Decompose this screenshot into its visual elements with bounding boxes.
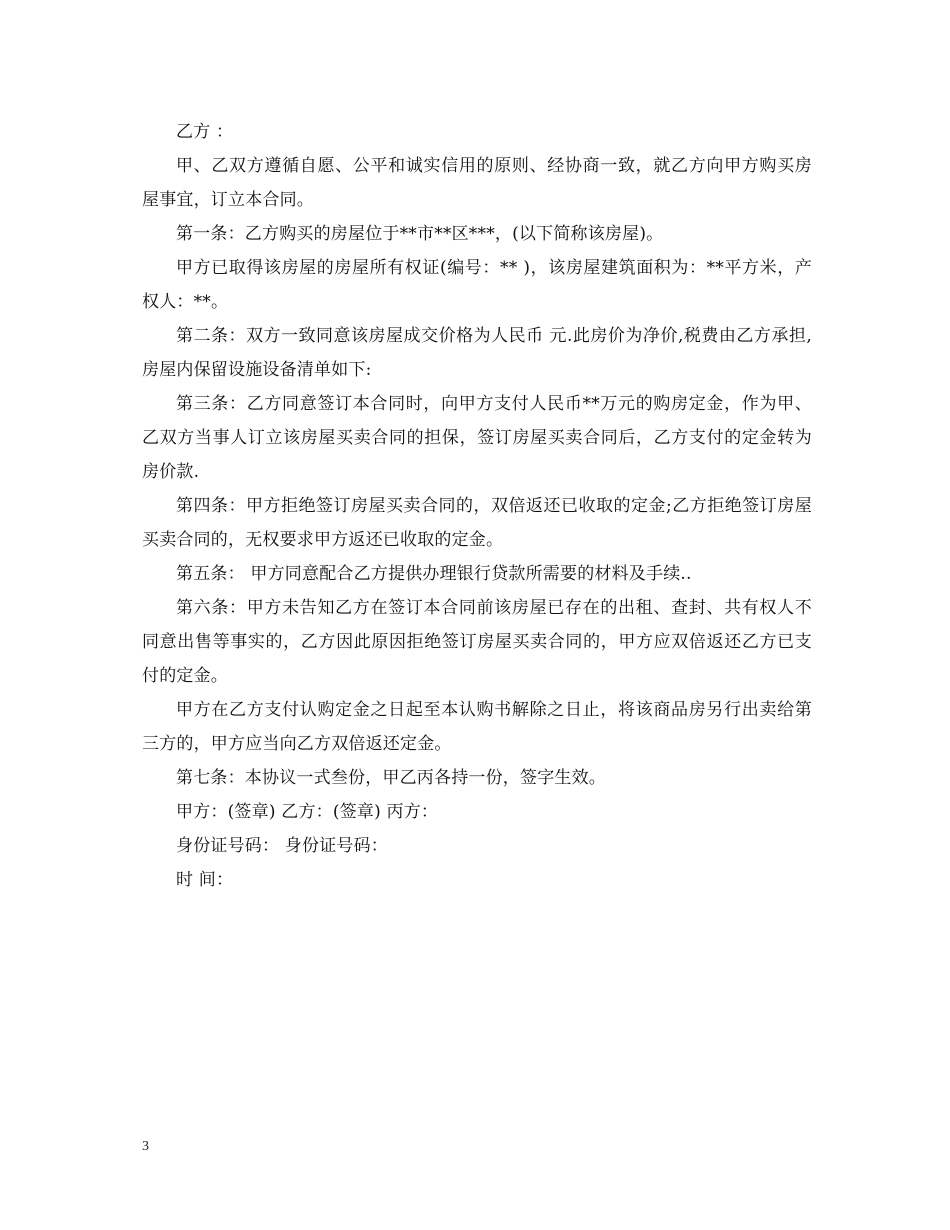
page-number: 3 xyxy=(142,1139,149,1154)
document-body xyxy=(142,115,812,897)
paragraph-date: 时 间： xyxy=(176,870,234,890)
paragraph-article-6: 第六条：甲方未告知乙方在签订本合同前该房屋已存在的出租、查封、共有权人不同意出售等事实的，乙方因此原因拒绝签订房屋买卖合同的，甲方应双倍返还乙方已支付的定金。 xyxy=(142,598,812,686)
paragraph-article-7: 第七条：本协议一式叁份，甲乙丙各持一份，签字生效。 xyxy=(176,768,606,788)
paragraph-party-b: 乙方 ： xyxy=(176,122,234,142)
paragraph-article-2: 第二条：双方一致同意该房屋成交价格为人民币 元.此房价为净价,税费由乙方承担,房屋内保留设施设备清单如下: xyxy=(142,326,812,380)
paragraph-resale-penalty: 甲方在乙方支付认购定金之日起至本认购书解除之日止，将该商品房另行出卖给第三方的，甲方应当向乙方双倍返还定金。 xyxy=(142,700,812,754)
paragraph-signatures: 甲方：(签章) 乙方：(签章) 丙方： xyxy=(176,802,439,822)
paragraph-article-3: 第三条：乙方同意签订本合同时，向甲方支付人民币**万元的购房定金，作为甲、乙双方当事人订立该房屋买卖合同的担保，签订房屋买卖合同后，乙方支付的定金转为房价款. xyxy=(142,394,812,482)
paragraph-ownership-certificate: 甲方已取得该房屋的房屋所有权证(编号：** )，该房屋建筑面积为：**平方米，产权人：**。 xyxy=(142,258,812,312)
paragraph-preamble: 甲、乙双方遵循自愿、公平和诚实信用的原则、经协商一致，就乙方向甲方购买房屋事宜，订立本合同。 xyxy=(142,156,812,210)
paragraph-article-5: 第五条： 甲方同意配合乙方提供办理银行贷款所需要的材料及手续.. xyxy=(176,564,692,584)
paragraph-id-numbers: 身份证号码： 身份证号码： xyxy=(176,836,389,856)
paragraph-article-1: 第一条：乙方购买的房屋位于**市**区***，(以下简称该房屋)。 xyxy=(176,224,664,244)
paragraph-article-4: 第四条：甲方拒绝签订房屋买卖合同的，双倍返还已收取的定金;乙方拒绝签订房屋买卖合同的，无权要求甲方返还已收取的定金。 xyxy=(142,496,812,550)
